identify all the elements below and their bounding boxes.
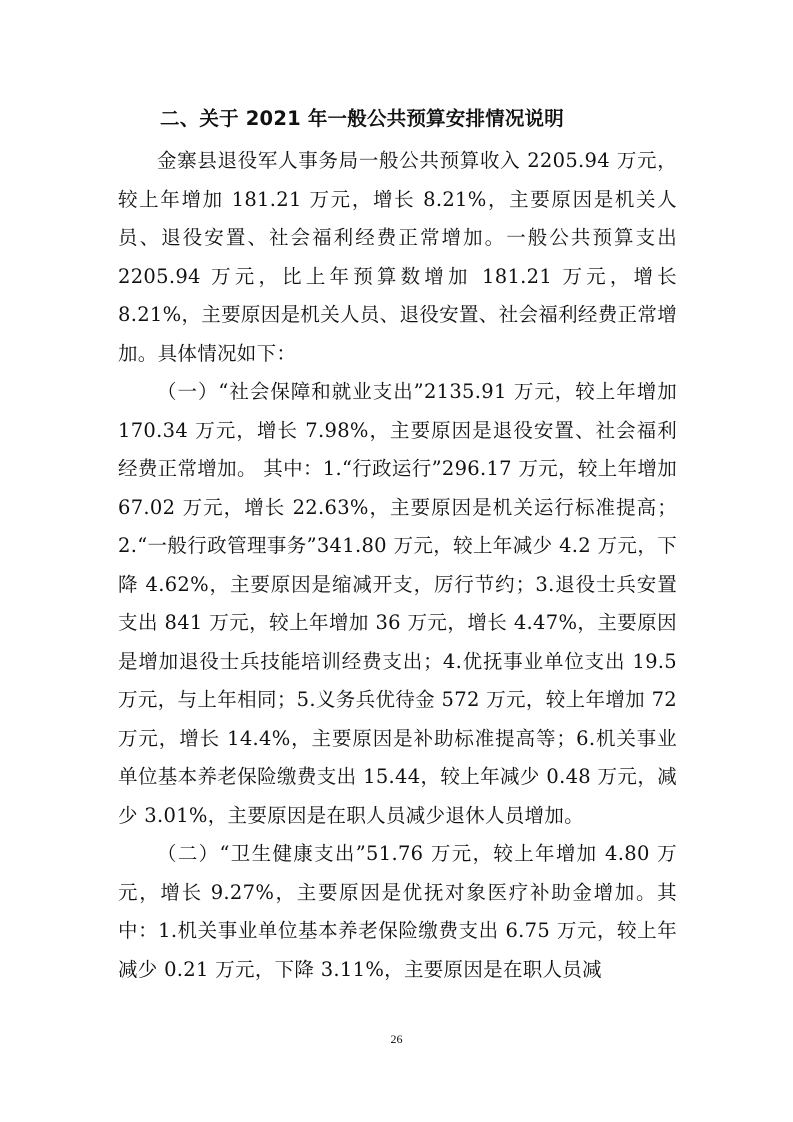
paragraph-health: （二）“卫生健康支出”51.76 万元，较上年增加 4.80 万元，增长 9.27%，主要原因是优抚对象医疗补助金增加。其中：1.机关事业单位基本养老保险缴费支出 6.75 万元，较上年减少 0.21 万元，下降 3.11%，主要原因是在职人员减	[118, 842, 677, 981]
paragraph-social-security: （一）“社会保障和就业支出”2135.91 万元，较上年增加 170.34 万元，增长 7.98%，主要原因是退役安置、社会福利经费正常增加。 其中：1.“行政运行”296.17 万元，较上年增加 67.02 万元，增长 22.63%，主要原因是机关运行标准提高；2.“一般行政管理事务”341.80 万元，较上年减少 4.2 万元，下降 4.62%，主要原因是缩减开支，厉行节约；3.退役士兵安置支出 841 万元，较上年增加 36 万元，增长 4.47%，主要原因是增加退役士兵技能培训经费支出；4.优抚事业单位支出 19.5 万元，与上年相同；5.义务兵优待金 572 万元，较上年增加 72 万元，增长 14.4%，主要原因是补助标准提高等；6.机关事业单位基本养老保险缴费支出 15.44，较上年减少 0.48 万元，减少 3.01%，主要原因是在职人员减少退休人员增加。	[118, 380, 677, 827]
paragraph-budget-summary: 金寨县退役军人事务局一般公共预算收入 2205.94 万元，较上年增加 181.21 万元，增长 8.21%，主要原因是机关人员、退役安置、社会福利经费正常增加。一般公共预算支出 2205.94 万元，比上年预算数增加 181.21 万元，增长 8.21%，主要原因是机关人员、退役安置、社会福利经费正常增加。具体情况如下：	[118, 149, 677, 365]
section-heading: 二、关于 2021 年一般公共预算安排情况说明	[160, 107, 564, 130]
document-body	[118, 142, 677, 989]
page-number: 26	[390, 1032, 403, 1046]
